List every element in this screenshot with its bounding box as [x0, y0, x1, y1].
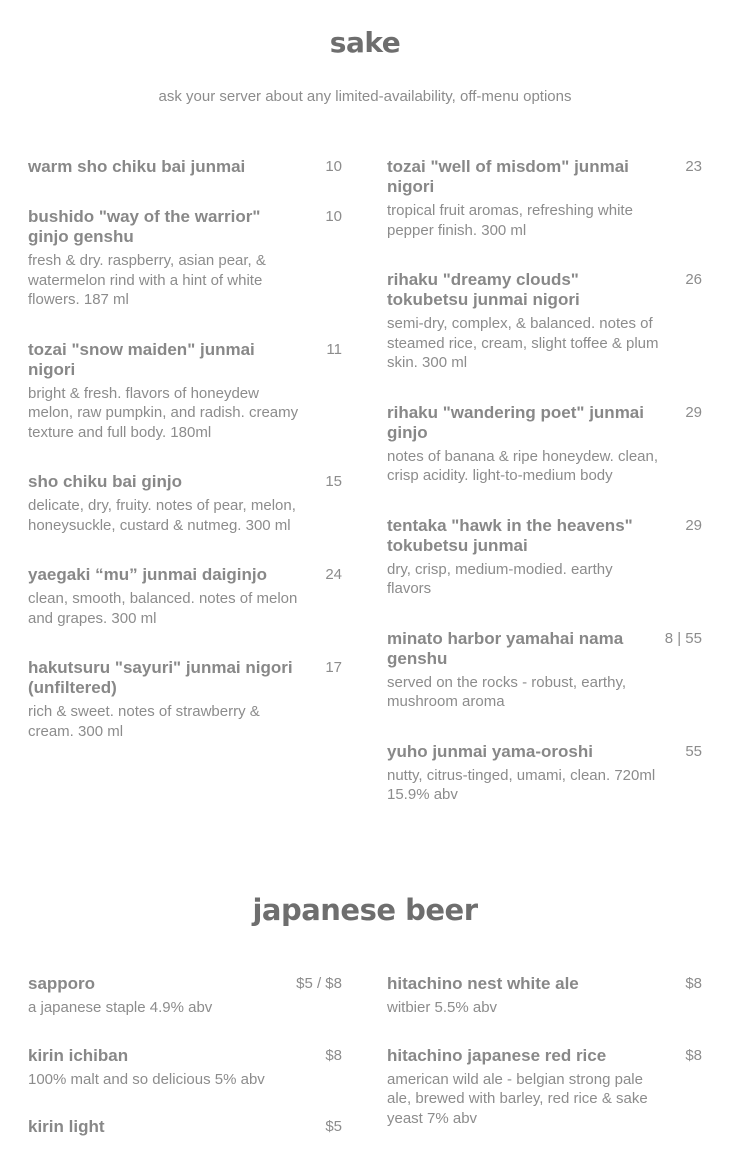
menu-item-description: 100% malt and so delicious 5% abv	[28, 1070, 265, 1088]
menu-item-description: semi-dry, complex, & balanced. notes of steamed rice, cream, slight toffee & plum skin. 300 ml	[387, 315, 659, 371]
menu-item-price: $8	[325, 1046, 342, 1064]
menu-item	[28, 1046, 342, 1090]
menu-item-name: tozai "snow maiden" junmai nigori	[28, 339, 255, 379]
menu-item-price: 55	[685, 742, 702, 760]
menu-item	[28, 340, 342, 443]
menu-item	[387, 157, 702, 240]
menu-item	[387, 742, 702, 805]
menu-item	[28, 157, 342, 177]
menu-item-description: delicate, dry, fruity. notes of pear, melon, honeysuckle, custard & nutmeg. 300 ml	[28, 497, 296, 534]
menu-item	[387, 403, 702, 486]
menu-item	[28, 565, 342, 628]
sake-subtitle: ask your server about any limited-availability, off-menu options	[158, 88, 572, 105]
menu-item-description: fresh & dry. raspberry, asian pear, & watermelon rind with a hint of white flowers. 187 ml	[28, 252, 266, 308]
menu-item-price: 15	[325, 473, 342, 490]
menu-item-description: dry, crisp, medium-modied. earthy flavors	[387, 560, 613, 597]
menu-item-name: rihaku "wandering poet" junmai ginjo	[387, 402, 644, 442]
menu-item-price: 11	[326, 340, 342, 358]
menu-item-name: rihaku "dreamy clouds" tokubetsu junmai nigori	[387, 270, 580, 309]
menu-item-description: tropical fruit aromas, refreshing white pepper finish. 300 ml	[387, 202, 633, 239]
menu-item	[387, 516, 702, 599]
beer-right-column	[387, 974, 702, 1156]
menu-item-description: a japanese staple 4.9% abv	[28, 999, 213, 1016]
menu-item-name: hitachino japanese red rice	[387, 1045, 607, 1065]
beer-section-title: japanese beer	[252, 893, 478, 927]
menu-item-description: bright & fresh. flavors of honeydew melon, raw pumpkin, and radish. creamy texture and full body. 180ml	[28, 384, 299, 441]
menu-item-description: american wild ale - belgian strong pale ale, brewed with barley, red rice & sake yeast 7% abv	[387, 1070, 648, 1127]
menu-item-price: 23	[685, 158, 702, 175]
menu-item-name: hakutsuru "sayuri" junmai nigori (unfiltered)	[28, 658, 293, 697]
menu-item-price: 29	[685, 516, 702, 534]
menu-item-name: yuho junmai yama-oroshi	[387, 741, 593, 761]
menu-item-description: rich & sweet. notes of strawberry & cream. 300 ml	[28, 703, 260, 740]
menu-item-price: 29	[685, 403, 702, 421]
menu-item-name: bushido "way of the warrior" ginjo genshu	[28, 207, 261, 246]
menu-item-name: tozai "well of misdom" junmai nigori	[387, 157, 629, 196]
menu-item-name: kirin light	[28, 1117, 105, 1136]
menu-item	[28, 1117, 342, 1137]
menu-item-price: 26	[685, 271, 702, 288]
menu-item	[387, 974, 702, 1018]
menu-item-name: tentaka "hawk in the heavens" tokubetsu junmai	[387, 515, 633, 555]
menu-item	[387, 629, 702, 712]
menu-item-description: witbier 5.5% abv	[387, 999, 498, 1016]
menu-item-price: $8	[685, 1046, 702, 1064]
menu-item-name: warm sho chiku bai junmai	[28, 157, 246, 176]
menu-item-price: $5	[325, 1118, 342, 1135]
menu-item-name: hitachino nest white ale	[387, 974, 579, 993]
menu-item-description: notes of banana & ripe honeydew. clean, crisp acidity. light-to-medium body	[387, 447, 659, 484]
menu-item-price: 24	[325, 566, 342, 583]
menu-item	[28, 974, 342, 1018]
menu-item-description: clean, smooth, balanced. notes of melon and grapes. 300 ml	[28, 590, 298, 627]
menu-item-price: 8 | 55	[664, 629, 702, 647]
menu-item-price: $8	[685, 975, 702, 992]
menu-item	[387, 1046, 702, 1129]
menu-item-name: sapporo	[28, 974, 96, 993]
menu-item	[28, 207, 342, 310]
menu-item-name: sho chiku bai ginjo	[28, 472, 182, 491]
menu-item-price: 10	[325, 208, 342, 225]
sake-section-title: sake	[329, 26, 401, 59]
beer-left-column	[28, 974, 342, 1165]
menu-item	[28, 472, 342, 535]
sake-left-column	[28, 157, 342, 771]
menu-item	[387, 270, 702, 373]
menu-item-price: $5 / $8	[296, 975, 342, 992]
menu-item-description: nutty, citrus-tinged, umami, clean. 720ml 15.9% abv	[387, 766, 656, 803]
menu-item-description: served on the rocks - robust, earthy, mushroom aroma	[387, 673, 626, 710]
sake-right-column	[387, 157, 702, 835]
menu-item-name: minato harbor yamahai nama genshu	[387, 628, 624, 668]
menu-item-price: 17	[325, 659, 342, 676]
menu-item	[28, 658, 342, 741]
menu-item-price: 10	[325, 158, 342, 175]
menu-item-name: kirin ichiban	[28, 1045, 129, 1065]
menu-item-name: yaegaki “mu” junmai daiginjo	[28, 565, 267, 584]
